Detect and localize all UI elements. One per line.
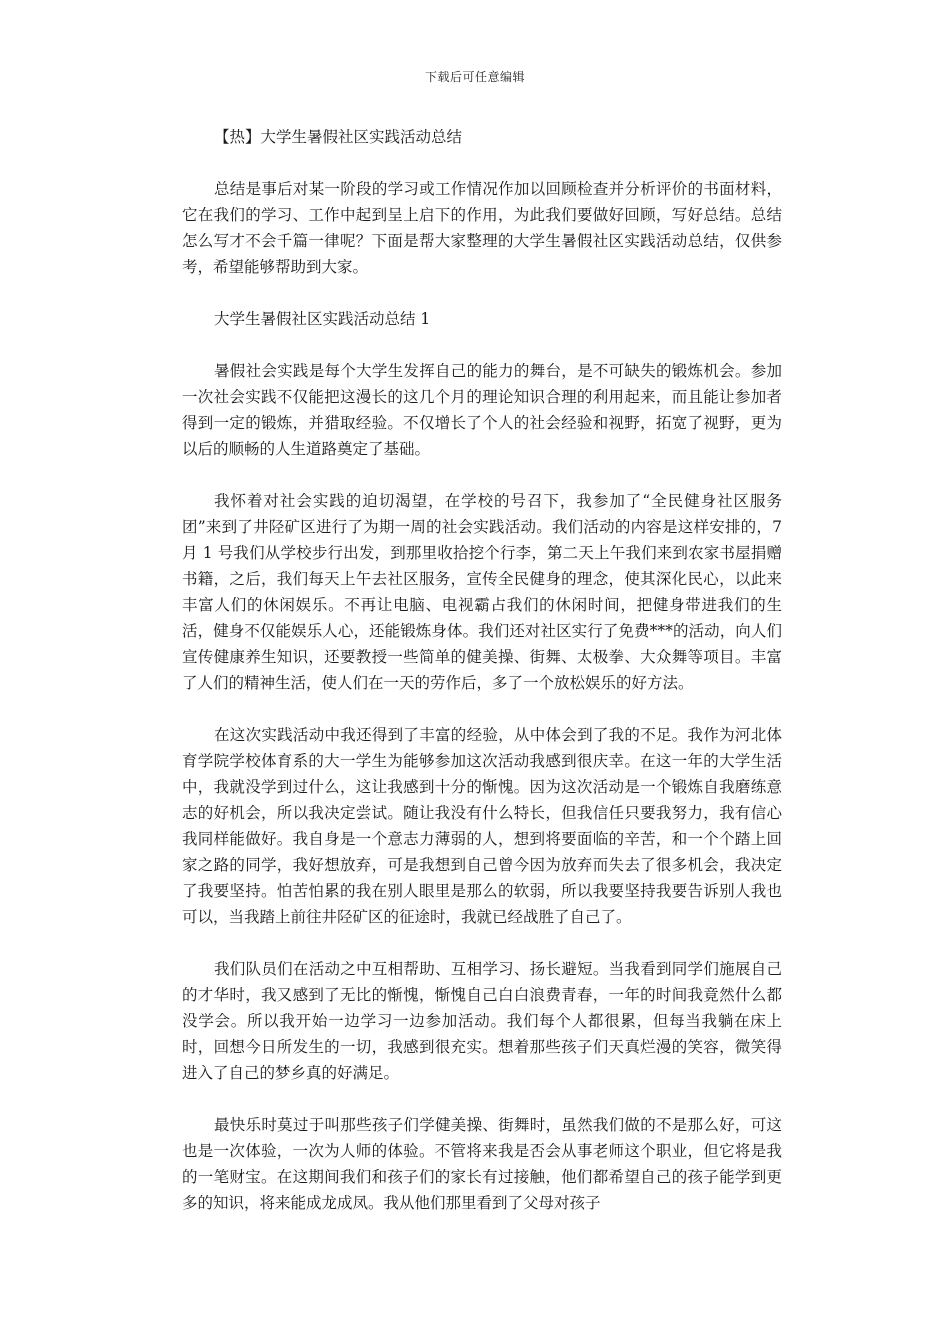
intro-paragraph: 总结是事后对某一阶段的学习或工作情况作加以回顾检查并分析评价的书面材料，它在我们的学习、工作中起到呈上启下的作用，为此我们要做好回顾，写好总结。总结怎么写才不会千篇一律呢？下面是帮大家整理的大学生暑假社区实践活动总结，仅供参考，希望能够帮助到大家。 (182, 180, 782, 276)
body-paragraph: 暑假社会实践是每个大学生发挥自己的能力的舞台，是不可缺失的锻炼机会。参加一次社会实践不仅能把这漫长的这几个月的理论知识合理的利用起来，而且能让参加者得到一定的锻炼，并猎取经验。不仅增长了个人的社会经验和视野，拓宽了视野，更为以后的顺畅的人生道路奠定了基础。 (182, 362, 782, 458)
page-header-note: 下载后可任意编辑 (424, 70, 525, 84)
document-body (182, 124, 782, 1242)
section-title: 大学生暑假社区实践活动总结 1 (214, 310, 431, 328)
body-paragraph: 我们队员们在活动之中互相帮助、互相学习、扬长避短。当我看到同学们施展自己的才华时，我又感到了无比的惭愧，惭愧自己白白浪费青春，一年的时间我竟然什么都没学会。所以我开始一边学习一边参加活动。我们每个人都很累，但每当我躺在床上时，回想今日所发生的一切，我感到很充实。想着那些孩子们天真烂漫的笑容，微笑得进入了自己的梦乡真的好满足。 (182, 960, 782, 1082)
document-title: 【热】大学生暑假社区实践活动总结 (214, 128, 463, 146)
body-paragraph: 最快乐时莫过于叫那些孩子们学健美操、街舞时，虽然我们做的不是那么好，可这也是一次体验，一次为人师的体验。不管将来我是否会从事老师这个职业，但它将是我的一笔财宝。在这期间我们和孩子们的家长有过接触，他们都希望自己的孩子能学到更多的知识，将来能成龙成凤。我从他们那里看到了父母对孩子 (182, 1116, 782, 1212)
body-paragraph: 在这次实践活动中我还得到了丰富的经验，从中体会到了我的不足。我作为河北体育学院学校体育系的大一学生为能够参加这次活动我感到很庆幸。在这一年的大学生活中，我就没学到过什么，这让我感到十分的惭愧。因为这次活动是一个锻炼自我磨练意志的好机会，所以我决定尝试。随让我没有什么特长，但我信任只要我努力，我有信心我同样能做好。我自身是一个意志力薄弱的人，想到将要面临的辛苦，和一个个踏上回家之路的同学，我好想放弃，可是我想到自己曾今因为放弃而失去了很多机会，我决定了我要坚持。怕苦怕累的我在别人眼里是那么的软弱，所以我要坚持我要告诉别人我也可以，当我踏上前往井陉矿区的征途时，我就已经战胜了自己了。 (182, 726, 782, 926)
body-paragraph: 我怀着对社会实践的迫切渴望，在学校的号召下，我参加了“全民健身社区服务团”来到了井陉矿区进行了为期一周的社会实践活动。我们活动的内容是这样安排的，7 月 1 号我们从学校步行出发，到那里收拾挖个行李，第二天上午我们来到农家书屋捐赠书籍，之后，我们每天上午去社区服务，宣传全民健身的理念，使其深化民心，以此来丰富人们的休闲娱乐。不再让电脑、电视霸占我们的休闲时间，把健身带进我们的生活，健身不仅能娱乐人心，还能锻炼身体。我们还对社区实行了免费***的活动，向人们宣传健康养生知识，还要教授一些简单的健美操、街舞、太极拳、大众舞等项目。丰富了人们的精神生活，使人们在一天的劳作后，多了一个放松娱乐的好方法。 (182, 492, 782, 692)
